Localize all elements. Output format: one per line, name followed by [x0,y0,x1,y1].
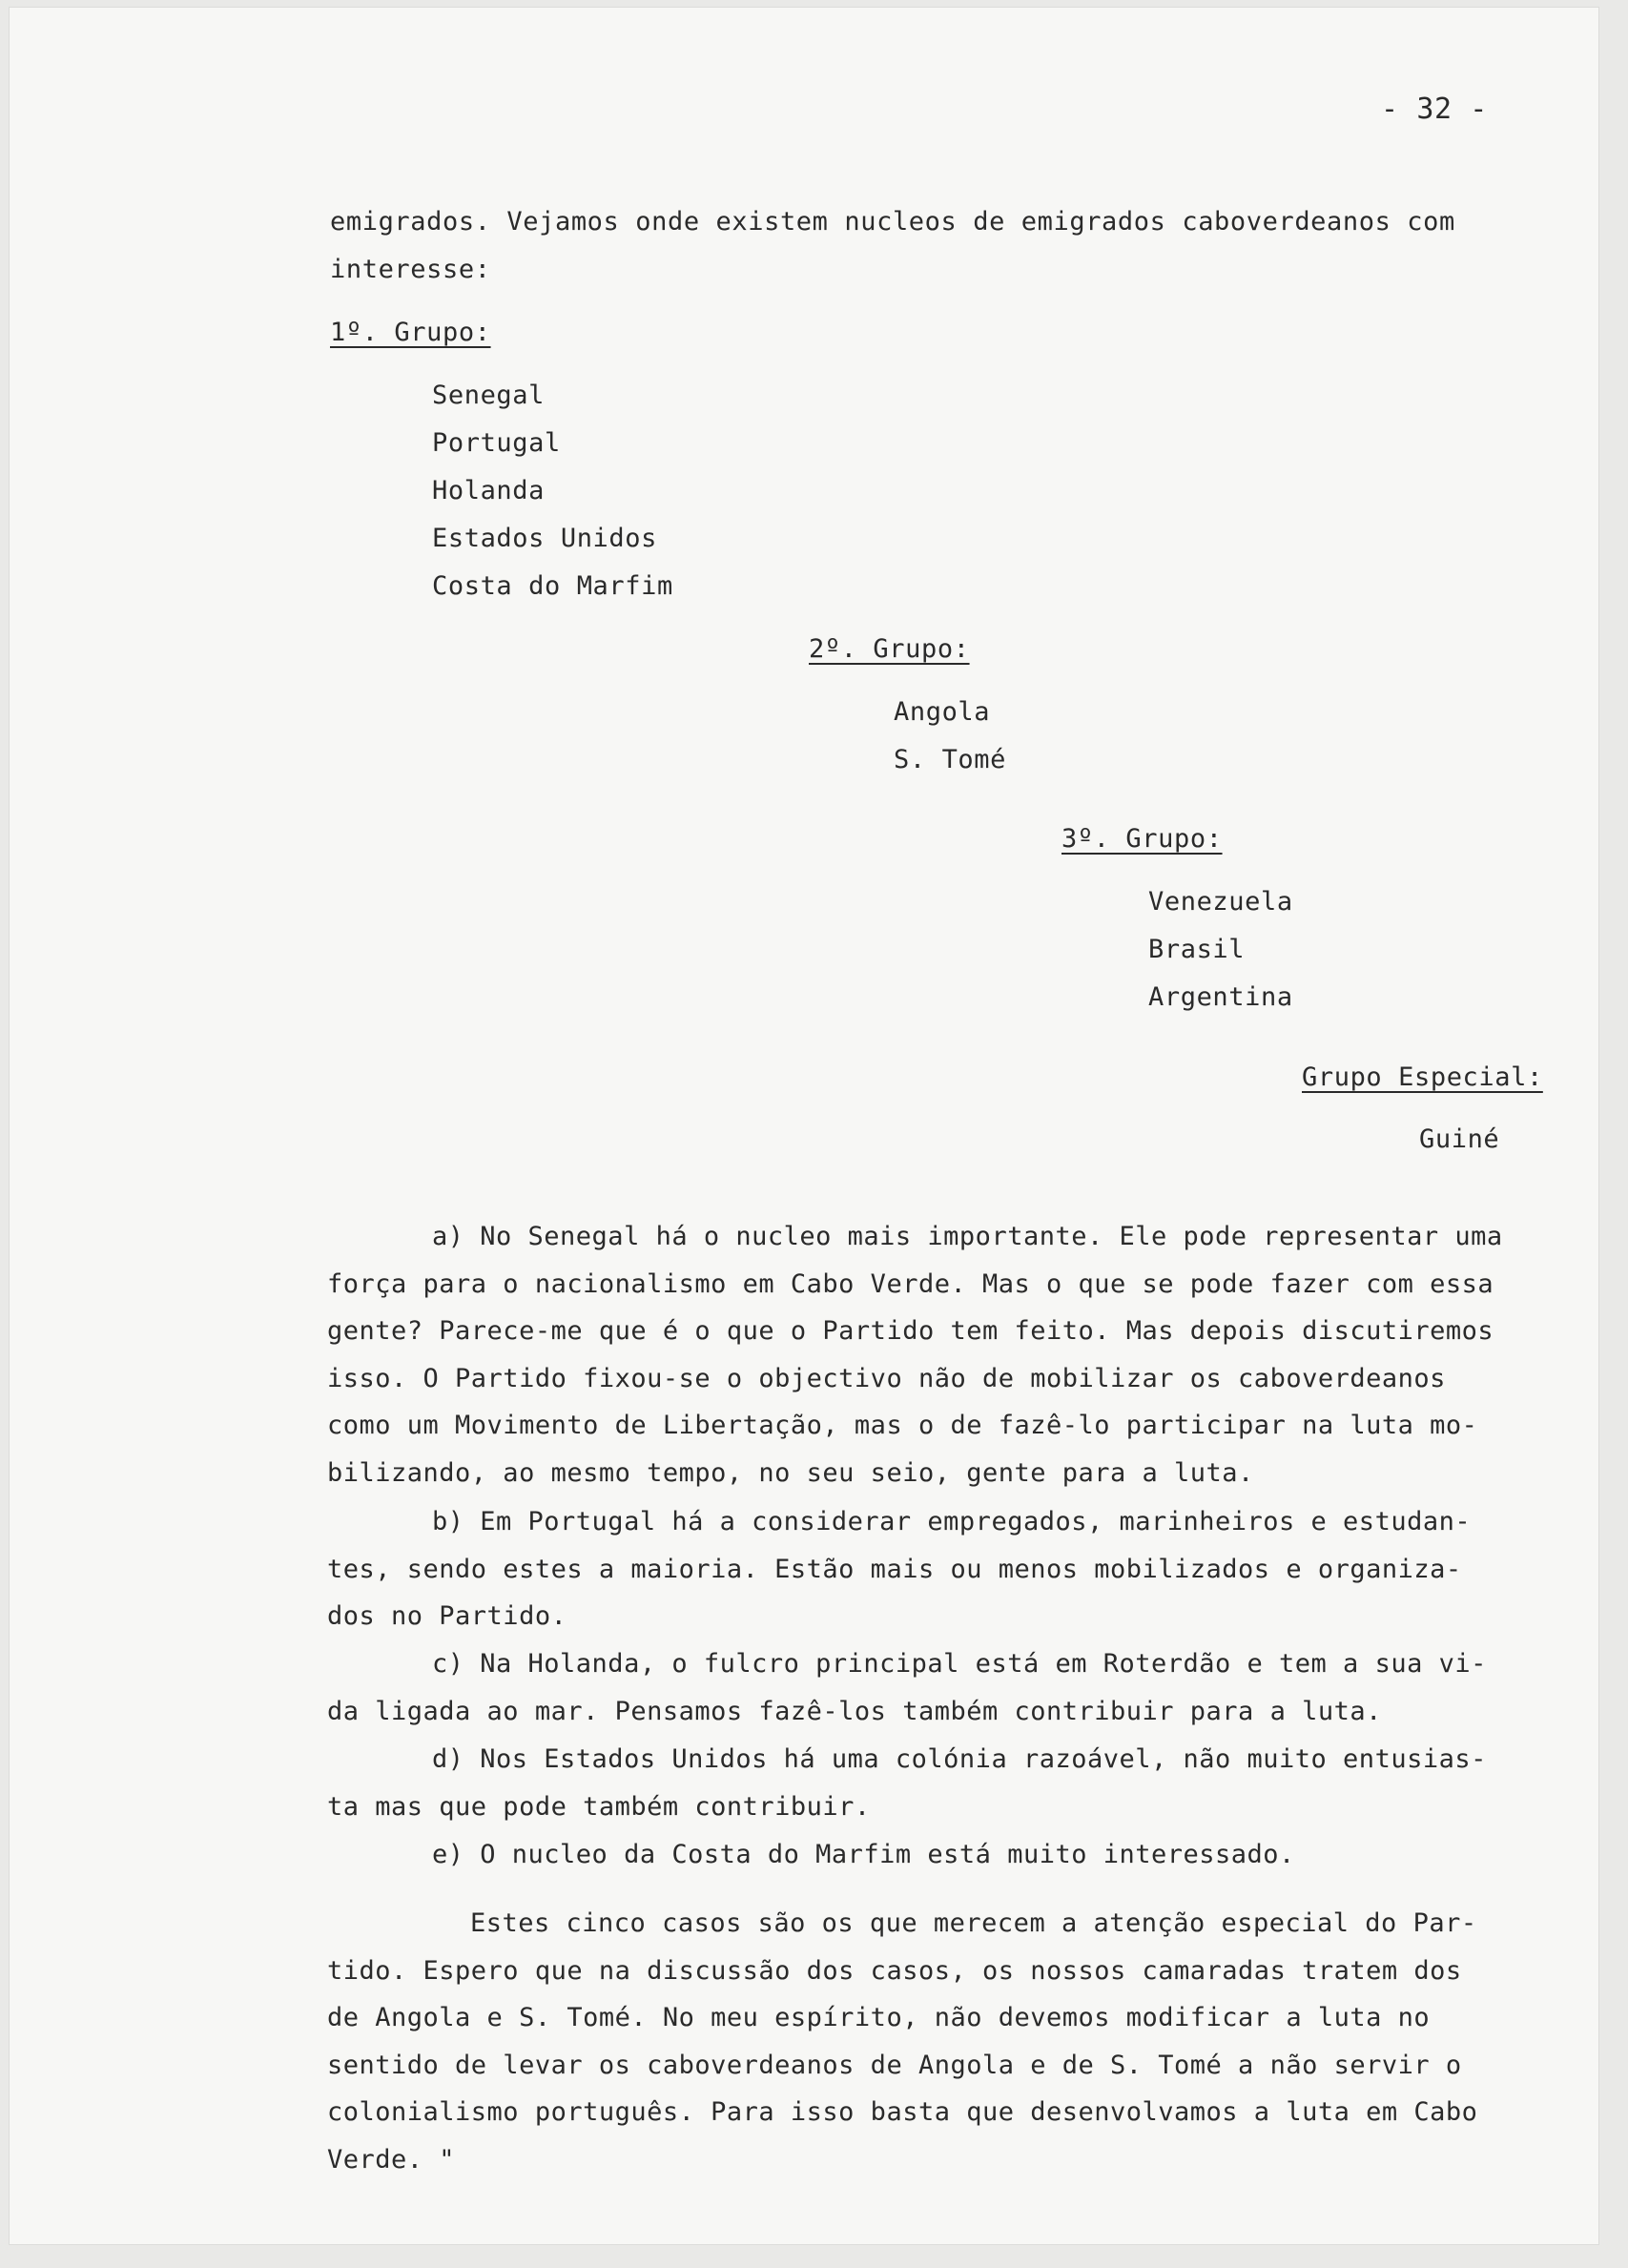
closing-line: Estes cinco casos são os que merecem a atenção especial do Par- [470,1908,1477,1938]
group-1-item: Estados Unidos [432,524,657,553]
group-3-item: Brasil [1148,935,1246,964]
group-1-item: Portugal [432,428,561,458]
group-2-item: Angola [894,697,991,727]
paragraph-c-line: c) Na Holanda, o fulcro principal está em Roterdão e tem a sua vi- [432,1649,1487,1679]
closing-line: Verde. " [327,2144,456,2175]
paragraph-a [327,1213,1567,1496]
paragraph-a-line: como um Movimento de Libertação, mas o de fazê-lo participar na luta mo- [327,1411,1478,1440]
intro-line-1: emigrados. Vejamos onde existem nucleos de emigrados caboverdeanos com [330,207,1455,237]
paragraph-a-line: a) No Senegal há o nucleo mais importante. Ele pode representar uma [432,1222,1503,1251]
paragraph-e-line: e) O nucleo da Costa do Marfim está muito interessado. [432,1840,1295,1869]
page-number: - 32 - [1381,93,1488,126]
paragraph-c [327,1640,1567,1735]
group-1-item: Costa do Marfim [432,571,673,601]
group-1-item: Holanda [432,476,545,505]
group-1-title: 1º. Grupo: [330,318,491,347]
closing-paragraph [327,1900,1567,2183]
group-3-item: Argentina [1148,982,1293,1012]
group-special-item: Guiné [1419,1124,1500,1154]
group-special-title: Grupo Especial: [1302,1062,1543,1092]
paragraph-e [327,1831,1567,1879]
group-2-item: S. Tomé [894,745,1006,774]
group-3-title: 3º. Grupo: [1061,824,1223,854]
paragraph-b-line: b) Em Portugal há a considerar empregados, marinheiros e estudan- [432,1507,1472,1536]
paragraph-d-line: d) Nos Estados Unidos há uma colónia razoável, não muito entusias- [432,1744,1487,1774]
paragraph-a-line: isso. O Partido fixou-se o objectivo não de mobilizar os caboverdeanos [327,1363,1446,1393]
closing-line: tido. Espero que na discussão dos casos, os nossos camaradas tratem dos [327,1955,1462,1986]
closing-line: colonialismo português. Para isso basta que desenvolvamos a luta em Cabo [327,2097,1478,2127]
paragraph-a-line: força para o nacionalismo em Cabo Verde. Mas o que se pode fazer com essa [327,1268,1494,1299]
paragraph-b-line: dos no Partido. [327,1601,567,1631]
paragraph-d [327,1736,1567,1830]
intro-line-2: interesse: [330,255,491,284]
paragraph-c-line: da ligada ao mar. Pensamos fazê-los também contribuir para a luta. [327,1696,1382,1726]
group-1-item: Senegal [432,381,545,410]
paragraph-d-line: ta mas que pode também contribuir. [327,1791,871,1822]
group-3-item: Venezuela [1148,887,1293,917]
paragraph-a-line: bilizando, ao mesmo tempo, no seu seio, gente para a luta. [327,1457,1254,1488]
paragraph-b-line: tes, sendo estes a maioria. Estão mais ou menos mobilizados e organiza- [327,1554,1462,1584]
closing-line: de Angola e S. Tomé. No meu espírito, não devemos modificar a luta no [327,2003,1431,2032]
paragraph-b [327,1498,1567,1640]
closing-line: sentido de levar os caboverdeanos de Angola e de S. Tomé a não servir o [327,2050,1462,2080]
paragraph-a-line: gente? Parece-me que é o que o Partido tem feito. Mas depois discutiremos [327,1316,1494,1346]
group-2-title: 2º. Grupo: [809,634,970,664]
